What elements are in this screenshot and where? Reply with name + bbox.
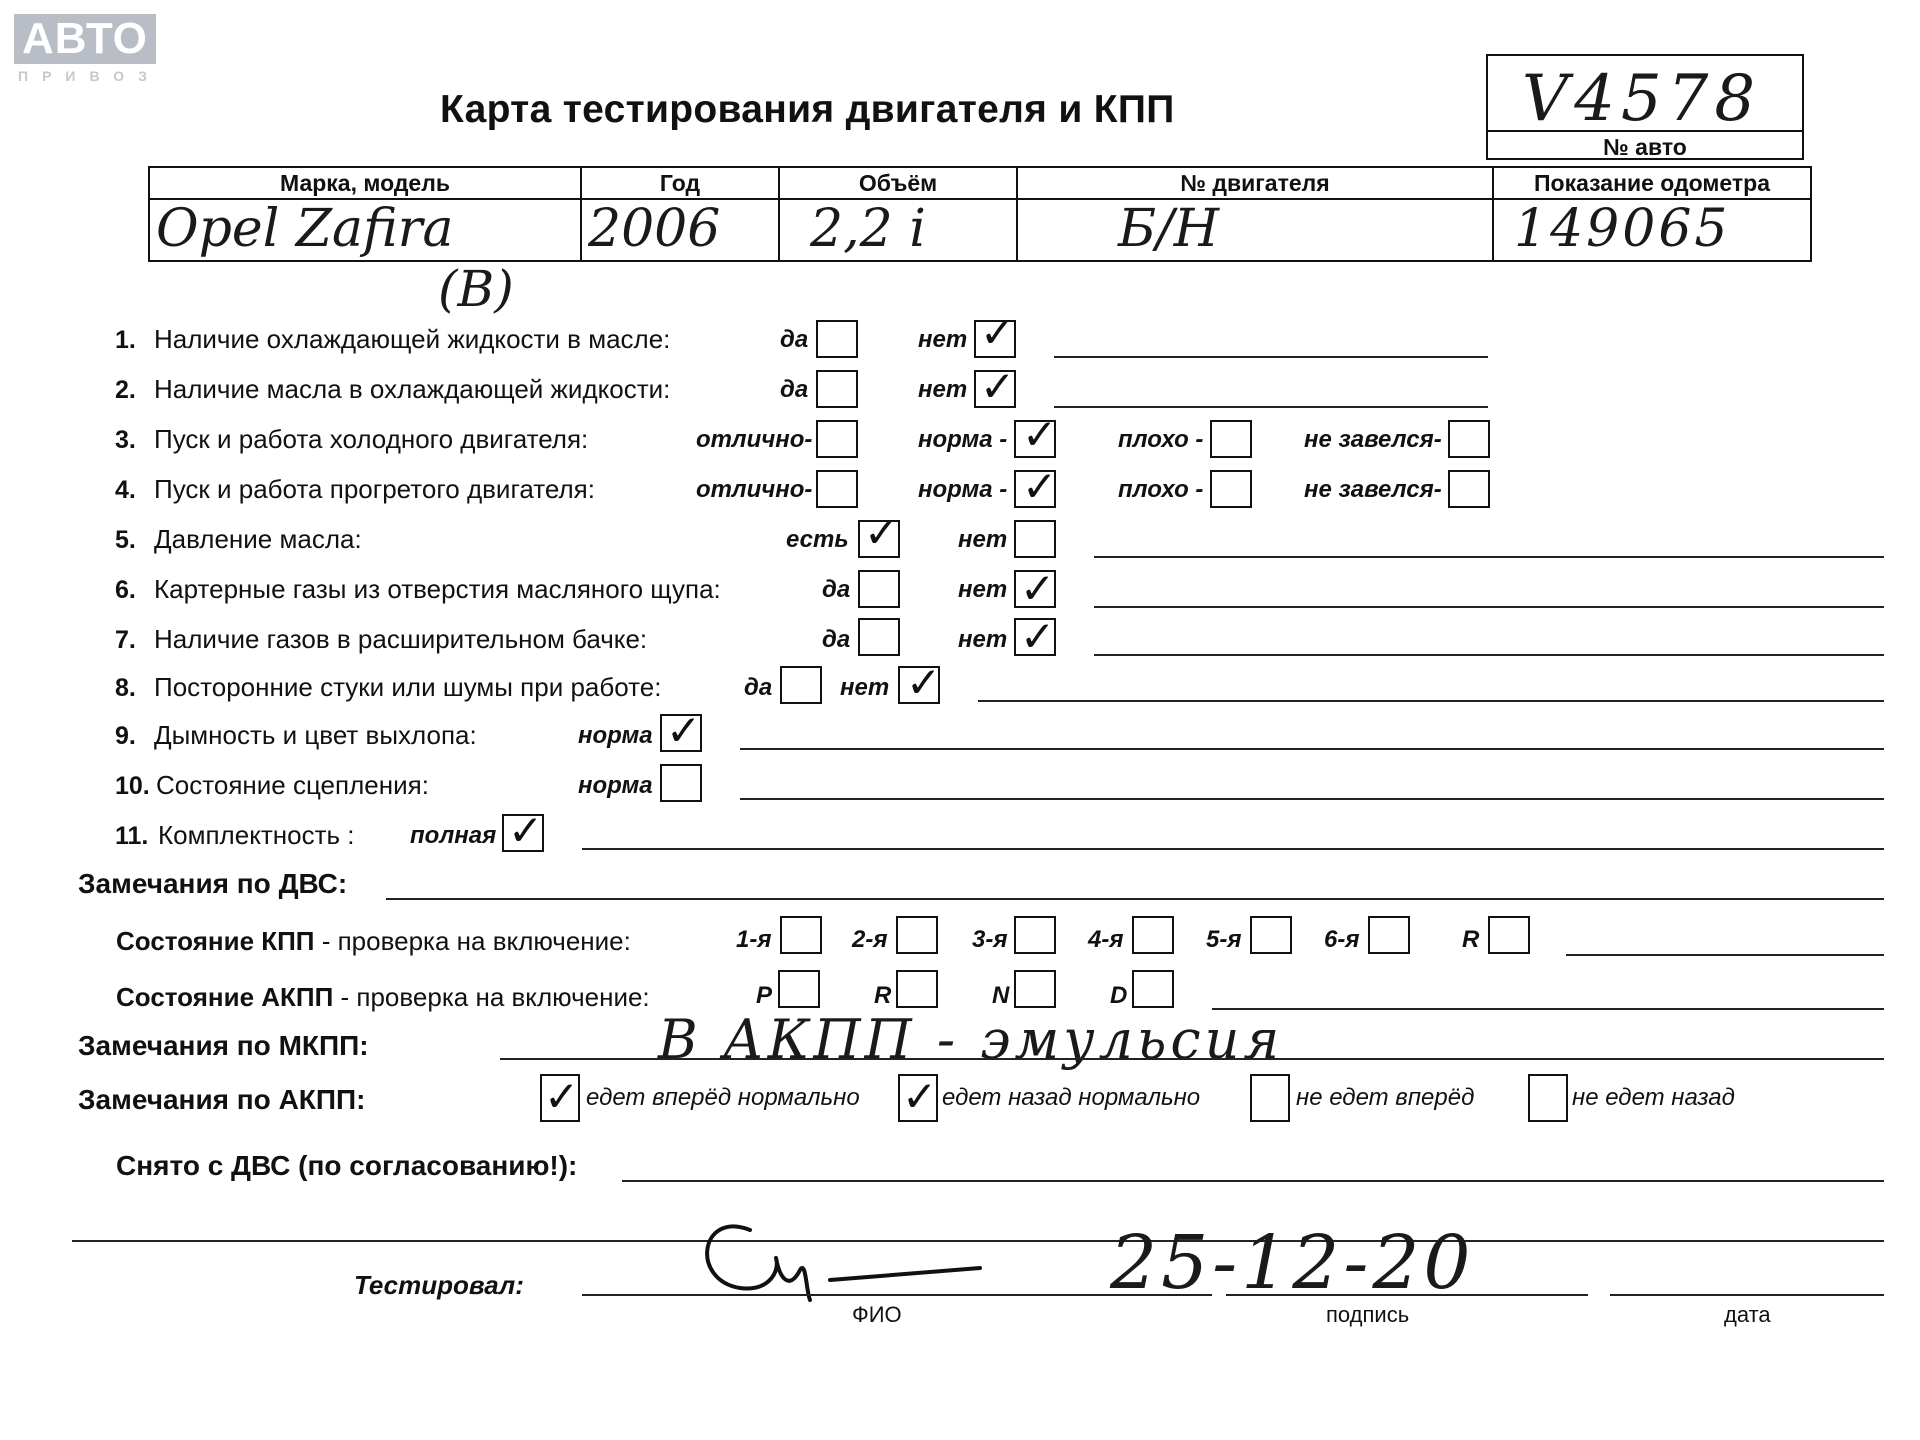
- item-3-opt-bad: плохо -: [1118, 426, 1204, 453]
- akpp-no-backward-label: не едет назад: [1572, 1084, 1735, 1111]
- gear-r-label: R: [1462, 926, 1480, 953]
- item-11-note-line: [582, 848, 1884, 850]
- item-4-label: Пуск и работа прогретого двигателя:: [154, 474, 595, 504]
- model-note: (B): [438, 260, 514, 318]
- item-9-note-line: [740, 748, 1884, 750]
- removed-label: Снято с ДВС (по согласованию!):: [116, 1150, 578, 1181]
- value-odometer: 149065: [1514, 199, 1731, 259]
- gear-5-label: 5-я: [1206, 926, 1242, 953]
- gear-1-label: 1-я: [736, 926, 772, 953]
- mode-p-checkbox[interactable]: [778, 970, 820, 1008]
- gear-1-checkbox[interactable]: [780, 916, 822, 954]
- caption-signature: подпись: [1326, 1302, 1410, 1327]
- item-2-label: Наличие масла в охлаждающей жидкости:: [154, 374, 671, 404]
- check-mark: ✓: [864, 508, 900, 557]
- item-3-bad-checkbox[interactable]: [1210, 420, 1252, 458]
- item-7-no-checkbox[interactable]: [1014, 612, 1056, 661]
- kpp-label: [116, 926, 631, 957]
- item-7-opt-no: нет: [958, 626, 1008, 653]
- akpp-no-forward-checkbox[interactable]: [1250, 1074, 1290, 1122]
- akpp-label: [116, 982, 650, 1013]
- item-3-opt-no-start: не завелся-: [1304, 426, 1442, 453]
- item-8-yes-checkbox[interactable]: [780, 666, 822, 704]
- item-9-normal-checkbox[interactable]: [660, 706, 702, 755]
- item-5-present-checkbox[interactable]: [858, 508, 900, 558]
- item-8-label: Посторонние стуки или шумы при работе:: [154, 672, 662, 702]
- item-7-opt-yes: да: [822, 626, 851, 653]
- item-6-yes-checkbox[interactable]: [858, 570, 900, 608]
- value-volume: 2,2 i: [810, 199, 926, 259]
- item-1-note-line: [1054, 356, 1488, 358]
- mode-p-label: P: [756, 982, 773, 1009]
- item-4-opt-no-start: не завелся-: [1304, 476, 1442, 503]
- mode-d-checkbox[interactable]: [1132, 970, 1174, 1008]
- item-4-normal-checkbox[interactable]: [1014, 462, 1058, 511]
- akpp-label-bold: Состояние АКПП: [116, 982, 334, 1012]
- item-11-number: 11.: [115, 822, 149, 850]
- item-4-number: 4.: [115, 476, 136, 504]
- gear-5-checkbox[interactable]: [1250, 916, 1292, 954]
- item-2-no-checkbox[interactable]: [974, 362, 1016, 411]
- item-6-opt-no: нет: [958, 576, 1008, 603]
- check-mark: ✓: [980, 308, 1016, 357]
- akpp-backward-ok-label: едет назад нормально: [942, 1084, 1201, 1111]
- value-brand-model: Opel Zafira: [156, 199, 454, 259]
- item-4-excellent-checkbox[interactable]: [816, 470, 858, 508]
- mode-r-checkbox[interactable]: [896, 970, 938, 1008]
- item-7-note-line: [1094, 654, 1884, 656]
- caption-name: ФИО: [852, 1302, 902, 1327]
- remarks-mkpp-line: [500, 1058, 1884, 1060]
- remarks-akpp-label: Замечания по АКПП:: [78, 1084, 366, 1115]
- akpp-no-backward-checkbox[interactable]: [1528, 1074, 1568, 1122]
- item-10-opt-normal: норма: [578, 772, 653, 799]
- item-8-no-checkbox[interactable]: [898, 658, 942, 707]
- vehicle-header-table: [148, 166, 1812, 262]
- item-10-label: Состояние сцепления:: [156, 770, 429, 800]
- item-3-normal-checkbox[interactable]: [1014, 410, 1058, 459]
- item-10-number: 10.: [115, 772, 150, 800]
- col-year: Год: [659, 170, 701, 196]
- item-2-yes-checkbox[interactable]: [816, 370, 858, 408]
- item-1-opt-yes: да: [780, 326, 809, 353]
- col-engine-number: № двигателя: [1180, 170, 1330, 196]
- form-title: Карта тестирования двигателя и КПП: [440, 88, 1175, 131]
- kpp-note-line: [1566, 954, 1884, 956]
- item-6-no-checkbox[interactable]: [1014, 564, 1056, 613]
- name-line: [582, 1294, 1212, 1296]
- remarks-mkpp-label: Замечания по МКПП:: [78, 1030, 369, 1061]
- gear-r-checkbox[interactable]: [1488, 916, 1530, 954]
- item-5-number: 5.: [115, 526, 136, 554]
- akpp-no-forward-label: не едет вперёд: [1296, 1084, 1475, 1111]
- caption-date: дата: [1724, 1302, 1771, 1327]
- value-year: 2006: [588, 199, 721, 259]
- item-1-yes-checkbox[interactable]: [816, 320, 858, 358]
- gear-2-checkbox[interactable]: [896, 916, 938, 954]
- logo-subtext: ПРИВОЗ: [18, 68, 161, 84]
- check-mark: ✓: [906, 658, 942, 707]
- item-5-opt-absent: нет: [958, 526, 1008, 553]
- kpp-label-bold: Состояние КПП: [116, 926, 315, 956]
- col-brand-model: Марка, модель: [280, 170, 450, 196]
- item-6-note-line: [1094, 606, 1884, 608]
- remarks-dvs-line: [386, 898, 1884, 900]
- item-10-normal-checkbox[interactable]: [660, 764, 702, 802]
- value-engine-number: Б/Н: [1118, 199, 1220, 259]
- item-6-number: 6.: [115, 576, 136, 604]
- gear-4-label: 4-я: [1088, 926, 1124, 953]
- item-4-no-start-checkbox[interactable]: [1448, 470, 1490, 508]
- date-line: [1610, 1294, 1884, 1296]
- item-6-label: Картерные газы из отверстия масляного щупа:: [154, 574, 721, 604]
- akpp-label-rest: - проверка на включение:: [333, 982, 650, 1012]
- gear-4-checkbox[interactable]: [1132, 916, 1174, 954]
- akpp-note-line: [1212, 1008, 1884, 1010]
- item-9-opt-normal: норма: [578, 722, 653, 749]
- item-4-opt-bad: плохо -: [1118, 476, 1204, 503]
- item-6-opt-yes: да: [822, 576, 851, 603]
- item-4-bad-checkbox[interactable]: [1210, 470, 1252, 508]
- item-7-yes-checkbox[interactable]: [858, 618, 900, 656]
- item-11-label: Комплектность :: [158, 820, 355, 850]
- item-3-label: Пуск и работа холодного двигателя:: [154, 424, 589, 454]
- item-8-note-line: [978, 700, 1884, 702]
- signature-line: [1226, 1294, 1588, 1296]
- item-2-opt-no: нет: [918, 376, 968, 403]
- item-5-note-line: [1094, 556, 1884, 558]
- check-mark: ✓: [980, 362, 1016, 411]
- mode-r-label: R: [874, 982, 892, 1009]
- item-3-no-start-checkbox[interactable]: [1448, 420, 1490, 458]
- brand-logo: [14, 14, 161, 88]
- item-3-excellent-checkbox[interactable]: [816, 420, 858, 458]
- item-1-number: 1.: [115, 326, 136, 354]
- item-11-opt-full: полная: [410, 822, 497, 849]
- item-11-full-checkbox[interactable]: [502, 806, 544, 855]
- item-2-note-line: [1054, 406, 1488, 408]
- item-3-opt-normal: норма -: [918, 426, 1008, 453]
- akpp-forward-ok-checkbox[interactable]: [540, 1074, 580, 1122]
- check-mark: ✓: [1020, 564, 1056, 613]
- logo-text: АВТО: [14, 14, 156, 64]
- mode-n-checkbox[interactable]: [1014, 970, 1056, 1008]
- gear-6-checkbox[interactable]: [1368, 916, 1410, 954]
- check-mark: ✓: [508, 806, 544, 855]
- item-8-opt-no: нет: [840, 674, 890, 701]
- item-2-number: 2.: [115, 376, 136, 404]
- akpp-backward-ok-checkbox[interactable]: [898, 1074, 938, 1122]
- item-9-number: 9.: [115, 722, 136, 750]
- col-odometer: Показание одометра: [1534, 170, 1770, 196]
- removed-line: [622, 1180, 1884, 1182]
- item-7-number: 7.: [115, 626, 136, 654]
- check-mark: ✓: [1020, 612, 1056, 661]
- remarks-mkpp-handwritten: В АКПП - эмульсия: [658, 1008, 1284, 1071]
- auto-number-box: [1486, 54, 1804, 160]
- mode-n-label: N: [992, 982, 1010, 1009]
- gear-3-label: 3-я: [972, 926, 1008, 953]
- item-1-label: Наличие охлаждающей жидкости в масле:: [154, 324, 671, 354]
- date-handwritten: 25-12-20: [1110, 1220, 1475, 1306]
- gear-3-checkbox[interactable]: [1014, 916, 1056, 954]
- tested-label: Тестировал:: [354, 1270, 524, 1300]
- item-5-absent-checkbox[interactable]: [1014, 520, 1056, 558]
- item-1-no-checkbox[interactable]: [974, 308, 1016, 358]
- akpp-forward-ok-label: едет вперёд нормально: [586, 1084, 860, 1111]
- check-mark: ✓: [1022, 462, 1058, 511]
- col-volume: Объём: [858, 170, 938, 196]
- kpp-label-rest: - проверка на включение:: [314, 926, 631, 956]
- item-4-opt-excellent: отлично-: [696, 476, 813, 503]
- item-4-opt-normal: норма -: [918, 476, 1008, 503]
- item-8-opt-yes: да: [744, 674, 773, 701]
- auto-number-label: № авто: [1488, 130, 1802, 162]
- item-5-label: Давление масла:: [154, 524, 362, 554]
- gear-6-label: 6-я: [1324, 926, 1360, 953]
- item-1-opt-no: нет: [918, 326, 968, 353]
- item-3-number: 3.: [115, 426, 136, 454]
- remarks-dvs-label: Замечания по ДВС:: [78, 868, 348, 899]
- item-5-opt-present: есть: [786, 526, 849, 553]
- check-mark: ✓: [666, 706, 702, 755]
- item-9-label: Дымность и цвет выхлопа:: [154, 720, 477, 750]
- item-8-number: 8.: [115, 674, 136, 702]
- item-3-opt-excellent: отлично-: [696, 426, 813, 453]
- check-mark: ✓: [902, 1072, 938, 1121]
- gear-2-label: 2-я: [852, 926, 888, 953]
- check-mark: ✓: [544, 1072, 580, 1121]
- item-10-note-line: [740, 798, 1884, 800]
- auto-number-value: V4578: [1522, 62, 1762, 136]
- item-2-opt-yes: да: [780, 376, 809, 403]
- check-mark: ✓: [1022, 410, 1058, 459]
- item-7-label: Наличие газов в расширительном бачке:: [154, 624, 648, 654]
- mode-d-label: D: [1110, 982, 1128, 1009]
